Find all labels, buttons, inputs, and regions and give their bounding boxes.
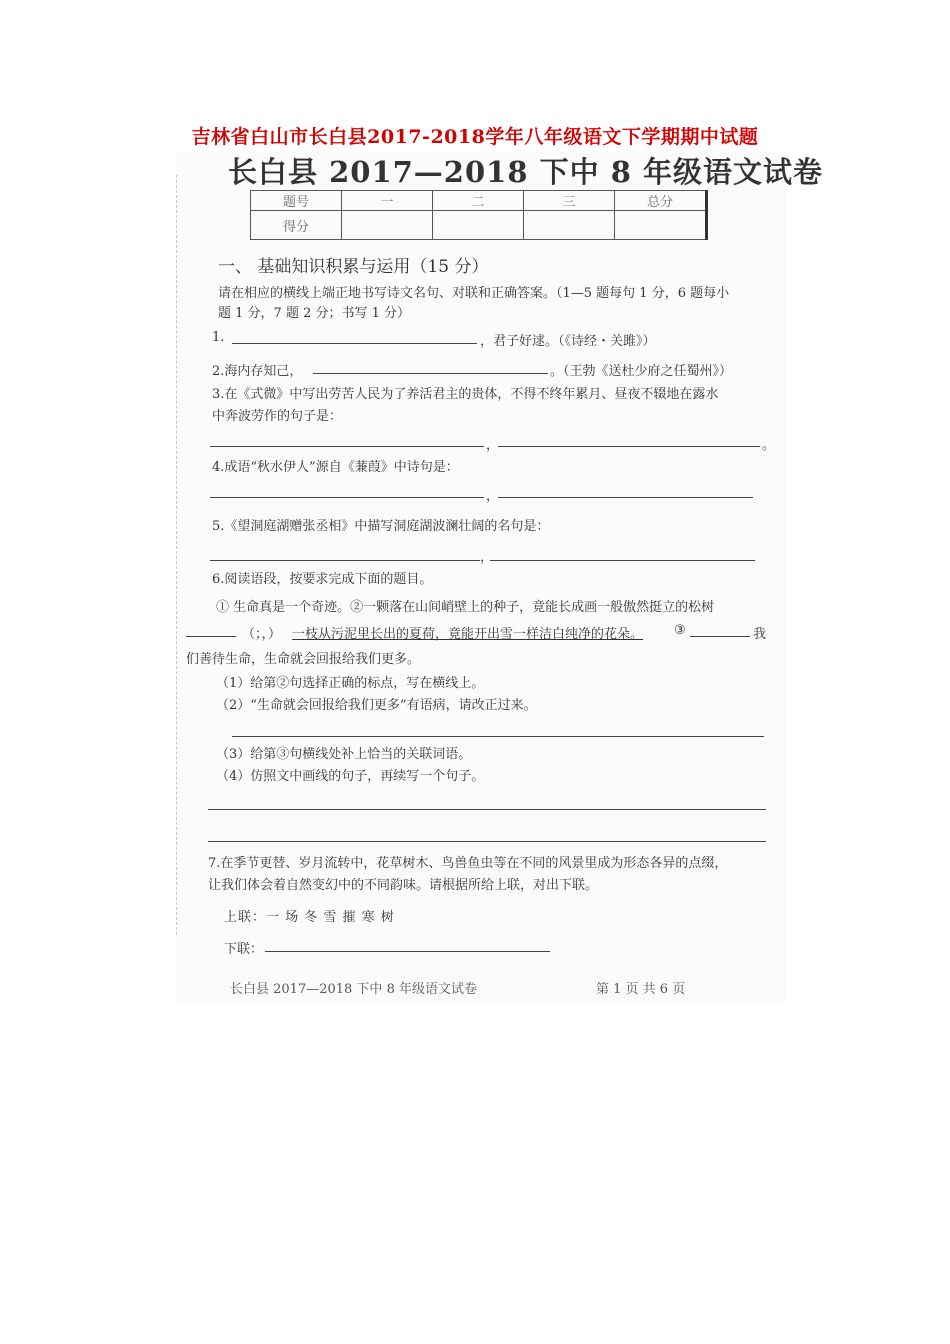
sub-question: （3）给第③句横线处补上恰当的关联词语。	[216, 747, 472, 762]
question-text: 2.海内存知己，	[212, 364, 303, 379]
question-text: 。（王勃《送杜少府之任蜀州》）	[550, 364, 733, 379]
passage-text: 们善待生命，生命就会回报给我们更多。	[186, 652, 421, 667]
answer-line[interactable]	[210, 497, 484, 498]
score-cell	[433, 211, 524, 240]
answer-line[interactable]	[208, 841, 766, 842]
question-text: 7.在季节更替、岁月流转中，花草树木、鸟兽鱼虫等在不同的风景里成为形态各异的点缀，	[208, 856, 728, 871]
answer-line[interactable]	[690, 636, 750, 637]
page-number: 第 1 页 共 6 页	[596, 982, 686, 997]
score-table	[250, 190, 708, 240]
period-mark: 。	[762, 438, 776, 453]
sub-question: （2）“生命就会回报给我们更多”有语病，请改正过来。	[216, 698, 537, 713]
question-text: 让我们体会着自然变幻中的不同韵味。请根据所给上联，对出下联。	[208, 878, 599, 893]
score-cell	[342, 211, 433, 240]
couplet-upper: 上联：一 场 冬 雪 摧 寒 树	[224, 910, 395, 925]
passage-text: ① 生命真是一个奇迹。②一颗落在山间峭壁上的种子，竟能长成画一般傲然挺立的松树	[216, 600, 715, 615]
sub-question: （1）给第②句选择正确的标点，写在横线上。	[216, 676, 485, 691]
passage-text: （；，）	[242, 627, 282, 642]
sub-question: （4）仿照文中画线的句子，再续写一个句子。	[216, 769, 485, 784]
instructions-line: 请在相应的横线上端正地书写诗文名句、对联和正确答案。（1—5 题每句 1 分，6 题每小	[218, 286, 730, 301]
comma-mark: ，	[486, 438, 500, 453]
section-heading: 一、 基础知识积累与运用（15 分）	[218, 257, 489, 277]
score-header-cell: 二	[433, 191, 524, 211]
question-number: 1.	[212, 330, 225, 345]
comma-mark: ，	[480, 550, 494, 565]
score-header-cell: 一	[342, 191, 433, 211]
answer-line[interactable]	[208, 809, 766, 810]
answer-line[interactable]	[313, 373, 548, 374]
score-label-cell: 得分	[251, 211, 342, 240]
document-title: 吉林省白山市长白县2017-2018学年八年级语文下学期期中试题	[191, 126, 759, 148]
question-text: ，君子好逑。（《诗经・关雎》）	[480, 334, 656, 349]
question-text: 6.阅读语段，按要求完成下面的题目。	[212, 572, 433, 587]
question-text: 中奔波劳作的句子是：	[212, 409, 343, 424]
score-header-cell: 题号	[251, 191, 342, 211]
score-header-cell: 总分	[615, 191, 707, 211]
score-cell	[615, 211, 707, 240]
question-text: 3.在《式微》中写出劳苦人民为了养活君主的贵体，不得不终年累月、昼夜不辍地在露水	[212, 387, 719, 402]
question-text: 4.成语“秋水伊人”源自《蒹葭》中诗句是：	[212, 460, 459, 475]
answer-line[interactable]	[498, 497, 753, 498]
answer-line[interactable]	[210, 446, 484, 447]
score-header-cell: 三	[524, 191, 615, 211]
page-footer-title: 长白县 2017—2018 下中 8 年级语文试卷	[230, 982, 477, 997]
answer-line[interactable]	[186, 636, 236, 637]
answer-line[interactable]	[232, 343, 477, 344]
binding-edge	[176, 175, 177, 935]
answer-line[interactable]	[498, 446, 760, 447]
passage-text: 我	[753, 627, 767, 642]
exam-title: 长白县 2017—2018 下中 8 年级语文试卷	[228, 155, 823, 189]
score-cell	[524, 211, 615, 240]
question-text: 5.《望洞庭湖赠张丞相》中描写洞庭湖波澜壮阔的名句是：	[212, 519, 550, 534]
couplet-lower-label: 下联：	[224, 942, 264, 957]
passage-text: ③	[674, 623, 686, 638]
underlined-sentence: 一枝从污泥里长出的夏荷，竟能开出雪一样洁白纯净的花朵。	[292, 627, 644, 642]
instructions-line: 题 1 分，7 题 2 分；书写 1 分）	[218, 306, 411, 321]
answer-line[interactable]	[265, 951, 550, 952]
answer-line[interactable]	[232, 736, 764, 737]
answer-line[interactable]	[210, 560, 480, 561]
comma-mark: ，	[486, 489, 500, 504]
answer-line[interactable]	[490, 560, 755, 561]
